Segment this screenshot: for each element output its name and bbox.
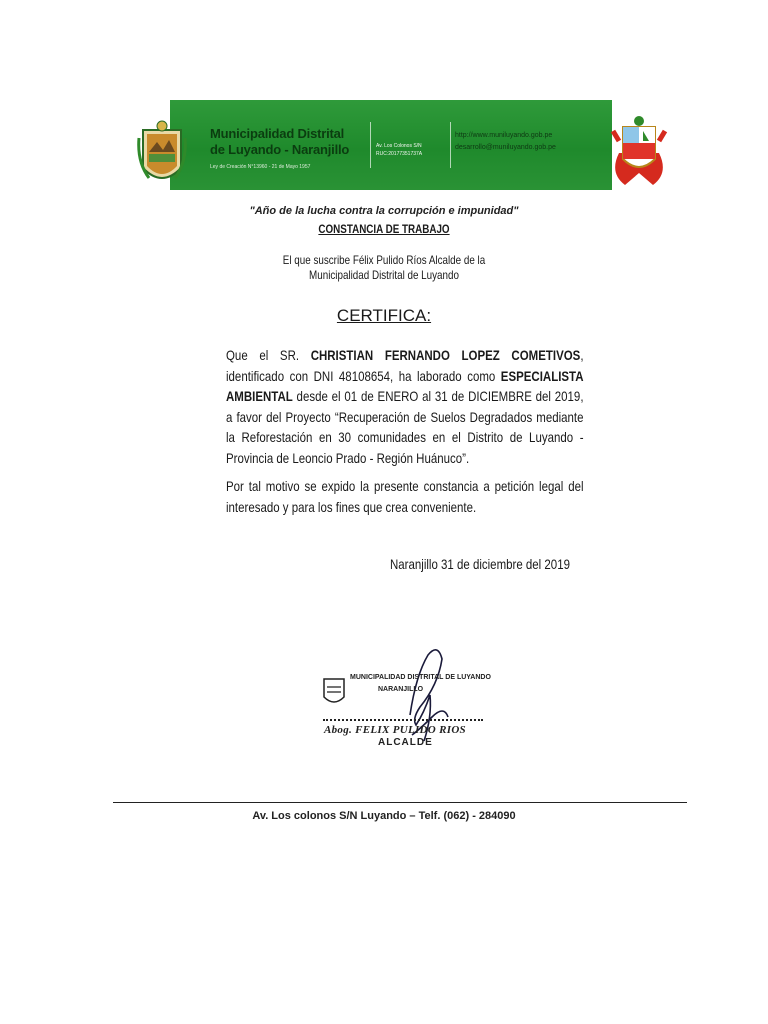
para1-text-c: desde el 01 de ENERO al 31 de DICIEMBRE del 2019, a favor del Proyecto “Recuperación de Suelos Degradados mediante la Reforestación en 30 comunidades en el Distrito de Luyando - Provincia de Leoncio Prado - Región Huánuco”. (226, 388, 584, 466)
stamp-organization: MUNICIPALIDAD DISTRITAL DE LUYANDO (350, 674, 491, 681)
header-address (376, 142, 422, 158)
intro-line1: El que suscribe Félix Pulido Ríos Alcalde de la (282, 253, 486, 267)
employee-name: CHRISTIAN FERNANDO LOPEZ COMETIVOS (310, 347, 581, 363)
municipality-name (210, 126, 370, 158)
closing-paragraph: Por tal motivo se expido la presente constancia a petición legal del interesado y para los fines que crea conveniente. (226, 478, 584, 515)
municipality-name-line2: de Luyando - Naranjillo (210, 142, 350, 157)
peru-coat-of-arms-icon (609, 113, 669, 193)
certifica-heading: CERTIFICA: (336, 306, 432, 325)
certificate-paragraph (226, 345, 584, 468)
header-banner (170, 100, 612, 190)
employee-role: ESPECIALISTA AMBIENTAL (226, 367, 584, 404)
municipality-subtitle: Ley de Creación N°13960 - 21 de Mayo 1957 (210, 164, 311, 170)
intro-line2: Municipalidad Distrital de Luyando (309, 268, 459, 282)
document-title: CONSTANCIA DE TRABAJO (318, 222, 450, 236)
stamp-organization-town: NARANJILLO (378, 686, 424, 693)
signature-line (323, 719, 483, 721)
header-contact (455, 130, 556, 154)
document-motto: "Año de la lucha contra la corrupción e impunidad" (249, 205, 519, 217)
place-date: Naranjillo 31 de diciembre del 2019 (390, 556, 570, 572)
municipality-name-line1: Municipalidad Distrital (210, 126, 345, 141)
document-intro (69, 253, 699, 283)
municipal-crest-icon (137, 118, 187, 192)
footer-divider (113, 802, 687, 803)
signer-name: Abog. FELIX PULIDO RIOS (324, 724, 466, 736)
para1-text-b: , identificado con DNI 48108654, ha laborado como (226, 347, 584, 384)
footer-address: Av. Los colonos S/N Luyando – Telf. (062) - 284090 (252, 810, 516, 822)
header-address-line1: Av. Los Colonos S/N (376, 143, 422, 149)
header-divider (450, 122, 451, 168)
header-website: http://www.muniluyando.gob.pe (455, 132, 553, 139)
signer-role: ALCALDE (378, 737, 433, 748)
para1-text-a: Que el SR. (226, 347, 311, 363)
header-divider (370, 122, 371, 168)
header-address-line2: RUC:20177351737A (376, 151, 423, 157)
header-email: desarrollo@muniluyando.gob.pe (455, 144, 556, 151)
